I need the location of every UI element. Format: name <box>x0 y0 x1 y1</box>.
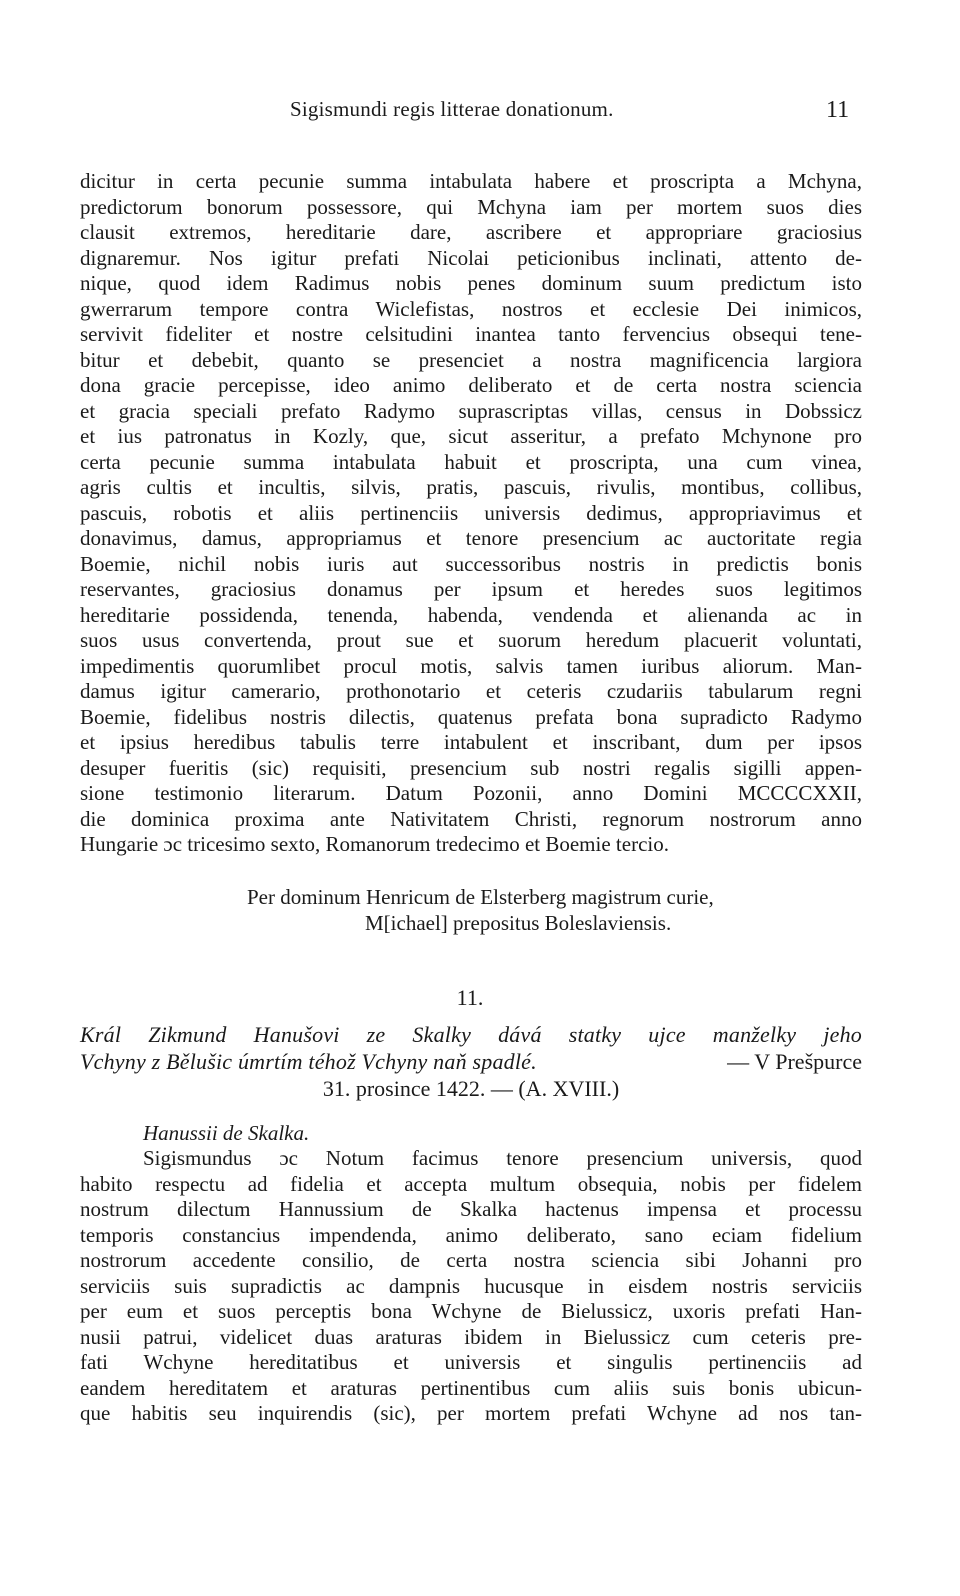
text-line: eandem hereditatem et araturas pertinentibus cum aliis suis bonis ubicun- <box>80 1375 862 1400</box>
text-line: Boemie, nichil nobis iuris aut successoribus nostris in predictis bonis <box>80 551 862 576</box>
text-line: per eum et suos perceptis bona Wchyne de Bielussicz, uxoris prefati Han- <box>80 1299 862 1323</box>
continuation-text <box>80 169 862 858</box>
signature-line: Per dominum Henricum de Elsterberg magistrum curie, <box>247 885 714 909</box>
text-line: habito respectu ad fidelia et accepta multum obsequia, nobis per fidelem <box>80 1171 862 1196</box>
heading-italic-text: Král Zikmund Hanušovi ze Skalky dává statky ujce manželky jeho <box>80 1022 862 1047</box>
document-heading <box>80 1021 862 1102</box>
signature-block <box>247 885 847 936</box>
subheading: Hanussii de Skalka. <box>143 1121 310 1145</box>
text-line: pascuis, robotis et aliis pertinenciis universis dedimus, appropriavimus et <box>80 500 862 525</box>
heading-place: — V Prešpurce <box>727 1049 862 1074</box>
text-line: dona gracie percepisse, ideo animo deliberato et de certa nostra sciencia <box>80 373 862 397</box>
charter-text <box>80 1146 862 1427</box>
text-line: hereditarie possidenda, tenenda, habenda, vendenda et alienanda ac in <box>80 602 862 627</box>
text-line: die dominica proxima ante Nativitatem Christi, regnorum nostrorum anno <box>80 806 862 831</box>
text-line: serviciis suis supradictis ac dampnis hucusque in eisdem nostris serviciis <box>80 1273 862 1298</box>
text-line: dignaremur. Nos igitur prefati Nicolai peticionibus inclinati, attento de- <box>80 245 862 270</box>
text-line: que habitis seu inquirendis (sic), per mortem prefati Wchyne ad nos tan- <box>80 1401 862 1425</box>
text-line: reservantes, graciosius donamus per ipsum et heredes suos legitimos <box>80 577 862 601</box>
heading-line <box>80 1021 862 1048</box>
text-line: et gracia speciali prefato Radymo suprascriptas villas, census in Dobssicz <box>80 398 862 423</box>
signature-line: M[ichael] prepositus Boleslaviensis. <box>365 910 672 935</box>
text-line: nostrorum accedente consilio, de certa nostra sciencia sibi Johanni pro <box>80 1248 862 1272</box>
text-line: agris cultis et incultis, silvis, pratis, pascuis, rivulis, montibus, collibus, <box>80 475 862 499</box>
text-line: nique, quod idem Radimus nobis penes dominum suum predictum isto <box>80 271 862 295</box>
heading-italic-text: Vchyny z Bělušic úmrtím téhož Vchyny naň spadlé. <box>80 1049 537 1074</box>
text-line: certa pecunie summa intabulata habuit et proscripta, una cum vinea, <box>80 449 862 474</box>
text-line: sione testimonio literarum. Datum Pozonii, anno Domini MCCCCXXII, <box>80 781 862 805</box>
text-line: Boemie, fidelibus nostris dilectis, quatenus prefata bona supradicto Radymo <box>80 704 862 729</box>
text-line: gwerrarum tempore contra Wiclefistas, nostros et ecclesie Dei inimicos, <box>80 296 862 321</box>
text-line: et ius patronatus in Kozly, que, sicut asseritur, a prefato Mchynone pro <box>80 424 862 448</box>
page-number: 11 <box>826 97 850 123</box>
text-line: dicitur in certa pecunie summa intabulata habere et proscripta a Mchyna, <box>80 169 862 193</box>
page-header <box>0 97 960 131</box>
text-line: desuper fueritis (sic) requisiti, presencium sub nostri regalis sigilli appen- <box>80 755 862 780</box>
text-line: predictorum bonorum possessore, qui Mchyna iam per mortem suos dies <box>80 194 862 219</box>
text-line: Sigismundus ɔc Notum facimus tenore presencium universis, quod <box>143 1146 862 1170</box>
heading-line <box>80 1048 862 1075</box>
text-line: impedimentis quorumlibet procul motis, salvis tamen iuribus aliorum. Man- <box>80 653 862 678</box>
text-line: clausit extremos, hereditarie dare, ascribere et appropriare graciosius <box>80 220 862 244</box>
text-line: temporis constancius impendenda, animo deliberato, sano eciam fidelium <box>80 1222 862 1247</box>
text-line: Hungarie ɔc tricesimo sexto, Romanorum tredecimo et Boemie tercio. <box>80 832 669 856</box>
text-line: fati Wchyne hereditatibus et universis et singulis pertinenciis ad <box>80 1350 862 1374</box>
text-line: et ipsius heredibus tabulis terre intabulent et inscribant, dum per ipsos <box>80 730 862 754</box>
text-line: donavimus, damus, appropriamus et tenore presencium ac auctoritate regia <box>80 526 862 550</box>
text-line: servivit fideliter et nostre celsitudini inantea tanto fervencius obsequi tene- <box>80 322 862 346</box>
document-number: 11. <box>456 985 484 1010</box>
text-line: bitur et debebit, quanto se presenciet a nostra magnificencia largiora <box>80 347 862 372</box>
heading-date-line: 31. prosince 1422. — (A. XVIII.) <box>322 1076 620 1101</box>
text-line: nusii patrui, videlicet duas araturas ibidem in Bielussicz cum ceteris pre- <box>80 1324 862 1349</box>
text-line: nostrum dilectum Hannussium de Skalka hactenus impensa et processu <box>80 1197 862 1221</box>
text-line: suos usus convertenda, prout sue et suorum heredum placuerit voluntati, <box>80 628 862 652</box>
running-title: Sigismundi regis litterae donationum. <box>290 97 614 121</box>
text-line: damus igitur camerario, prothonotario et ceteris czudariis tabularum regni <box>80 679 862 703</box>
